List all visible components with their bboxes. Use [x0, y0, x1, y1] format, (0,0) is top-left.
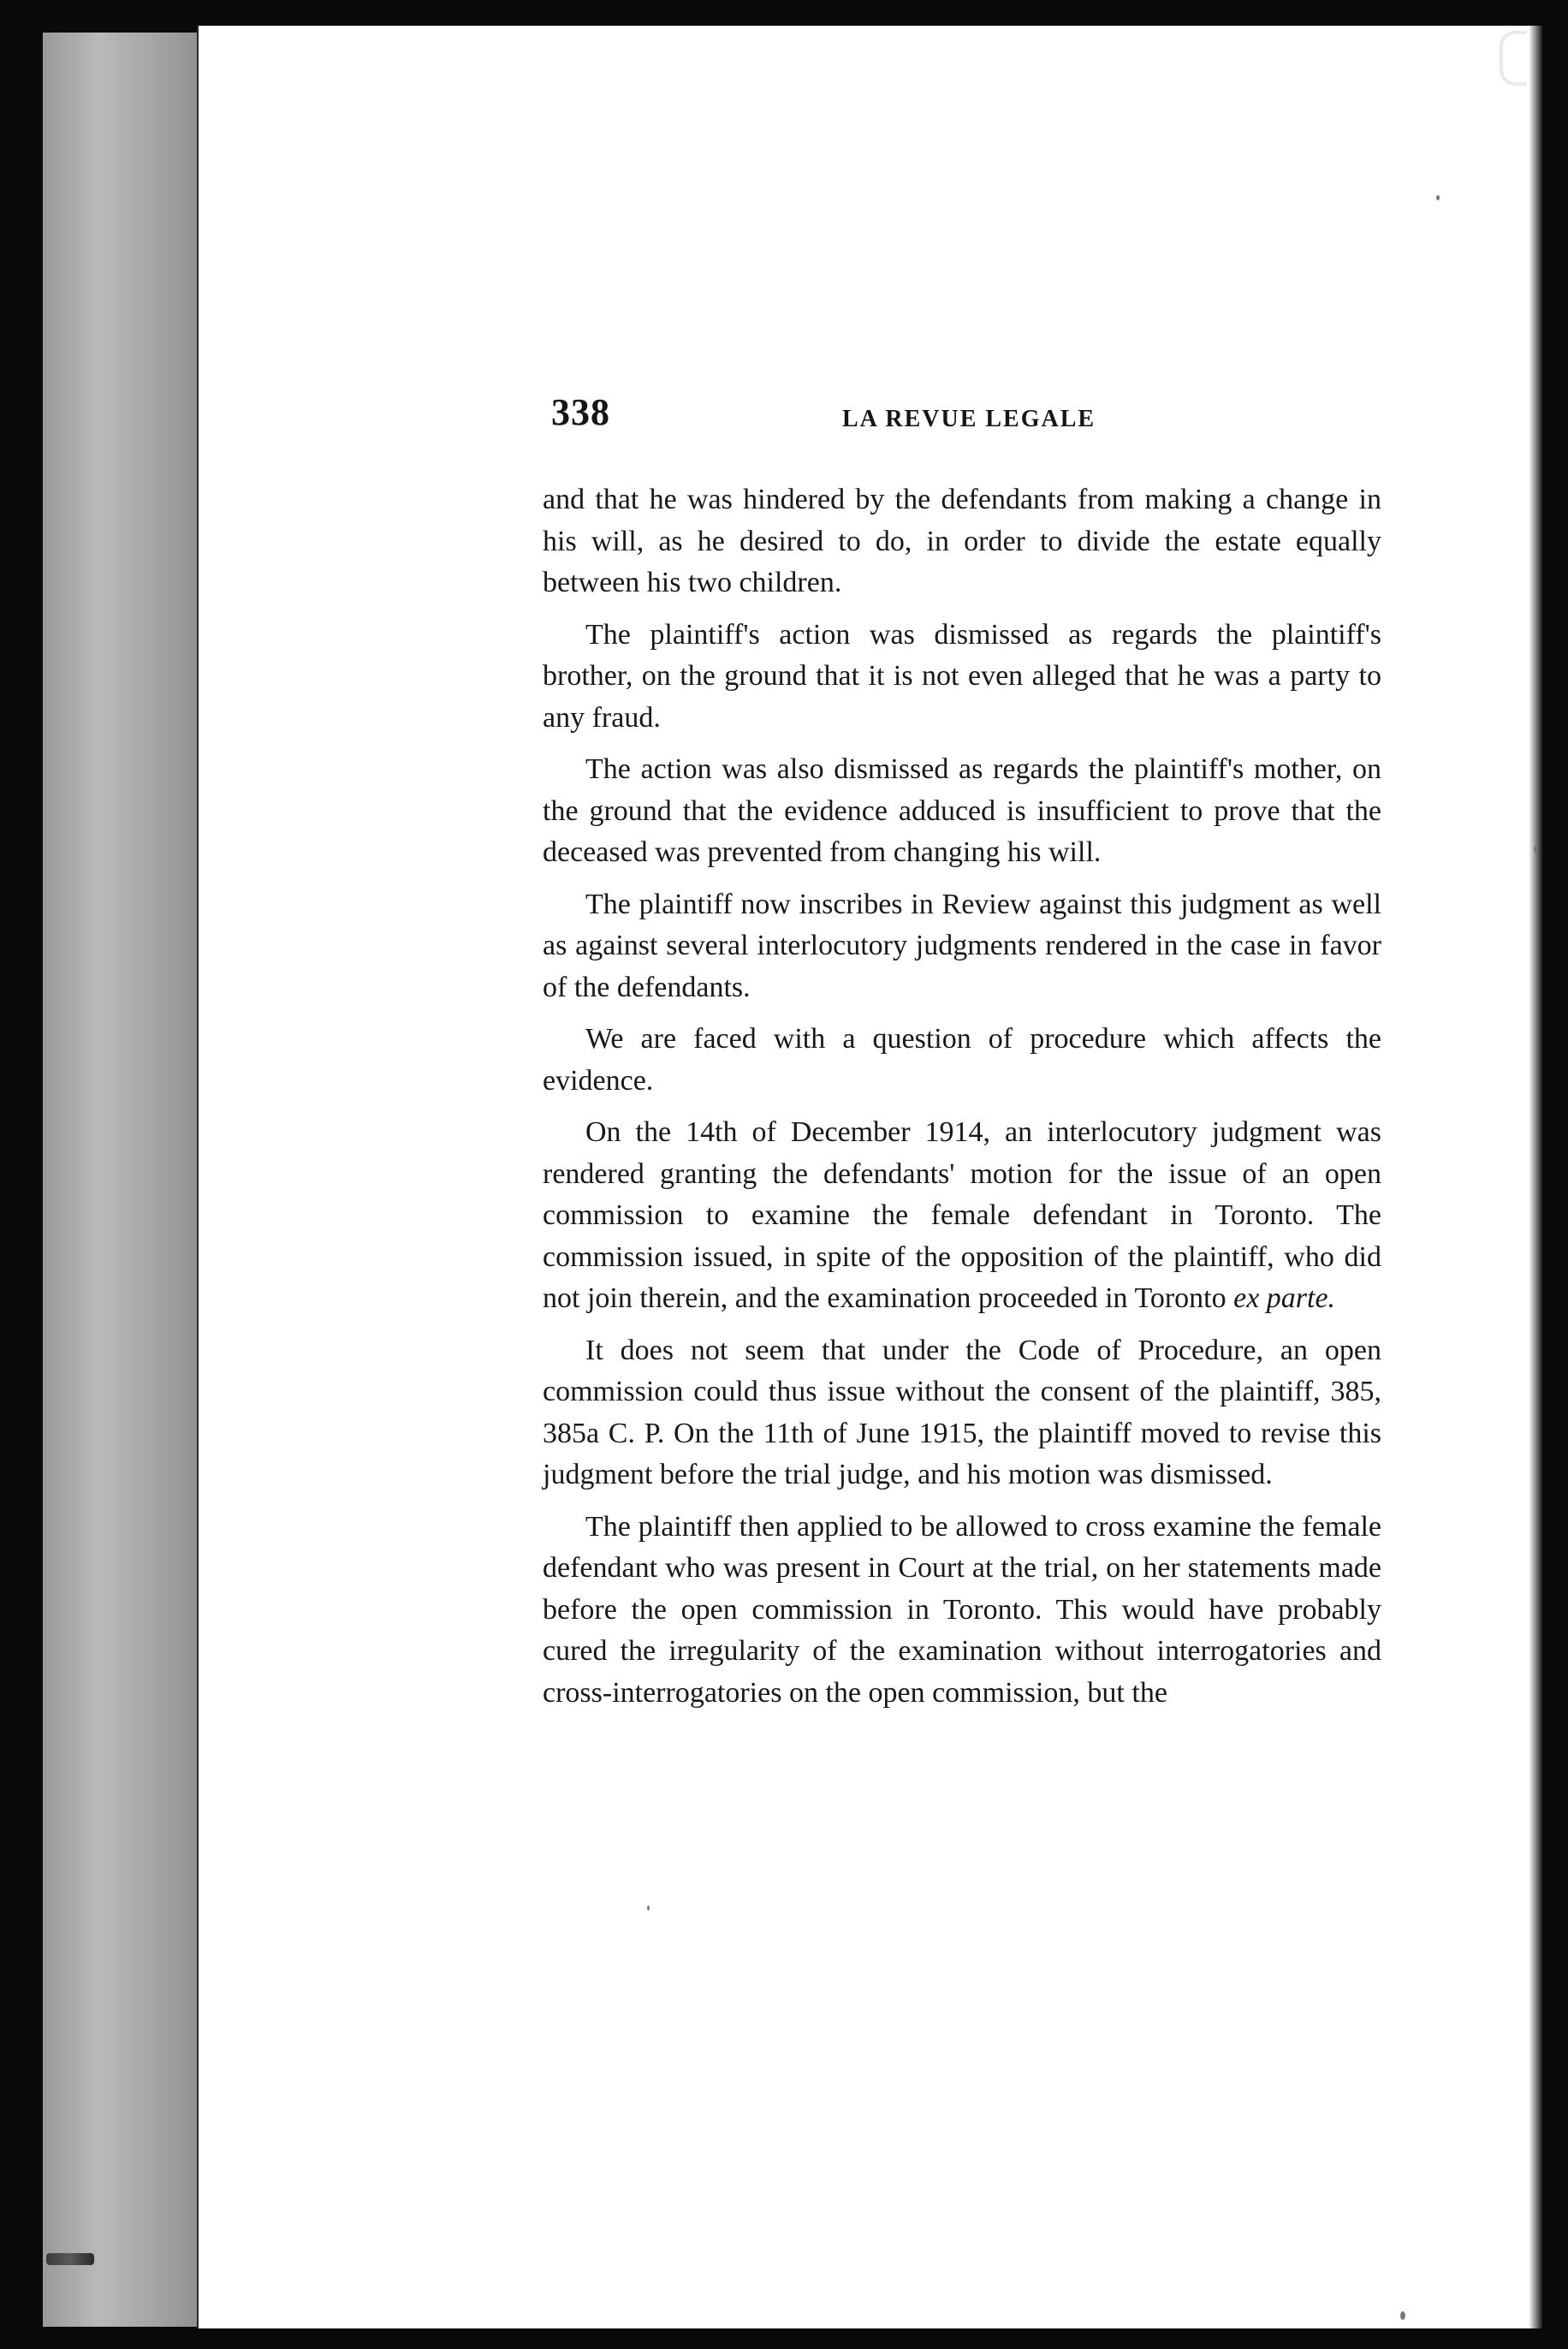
facing-page-edge — [43, 33, 205, 2327]
paragraph-4: The plaintiff now inscribes in Review against this judgment as well as against several interlocutory judgments rendered in the case in favor of the defendants. — [543, 888, 1381, 1003]
dust-speck — [1400, 2311, 1405, 2320]
paragraph-6-italic: ex parte. — [1233, 1282, 1336, 1314]
paragraph-1: and that he was hindered by the defendants from making a change in his will, as he desired to do, in order to divide the estate equally between his two children. — [543, 484, 1381, 598]
paragraph-3: The action was also dismissed as regards the plaintiff's mother, on the ground that the evidence adduced is insufficient to prove that the deceased was prevented from changing his will. — [543, 753, 1381, 868]
paragraph-2: The plaintiff's action was dismissed as regards the plaintiff's brother, on the ground that it is not even alleged that he was a party to any fraud. — [543, 618, 1381, 734]
dust-speck — [1436, 195, 1440, 200]
paragraph-5: We are faced with a question of procedure which affects the evidence. — [543, 1023, 1381, 1097]
paragraph-6 — [543, 1112, 1381, 1320]
corner-mark — [1500, 31, 1527, 86]
journal-title: LA REVUE LEGALE — [842, 406, 1096, 432]
paragraph-8: The plaintiff then applied to be allowed to cross examine the female defendant who was present in Court at the trial, on her statements made before the open commission in Toronto. This would have probably cured the irregularity of the examination without interrogatories and cross-interrogatories on the open commission, but the — [543, 1510, 1381, 1709]
scan-artifact — [46, 2253, 94, 2265]
paragraph-6-text: On the 14th of December 1914, an interlocutory judgment was rendered granting the defendants' motion for the issue of an open commission to examine the female defendant in Toronto. The commission issued, in spite of the opposition of the plaintiff, who did not join therein, and the examination proceeded in Toronto — [543, 1116, 1381, 1314]
running-head — [551, 390, 1364, 442]
body-text — [543, 479, 1381, 1724]
dust-speck — [1534, 846, 1537, 853]
page-number: 338 — [551, 391, 610, 433]
paragraph-7: It does not seem that under the Code of Procedure, an open commission could thus issue without the consent of the plaintiff, 385, 385a C. P. On the 11th of June 1915, the plaintiff moved to revise this judgment before the trial judge, and his motion was dismissed. — [543, 1334, 1381, 1490]
dust-speck — [647, 1906, 650, 1911]
